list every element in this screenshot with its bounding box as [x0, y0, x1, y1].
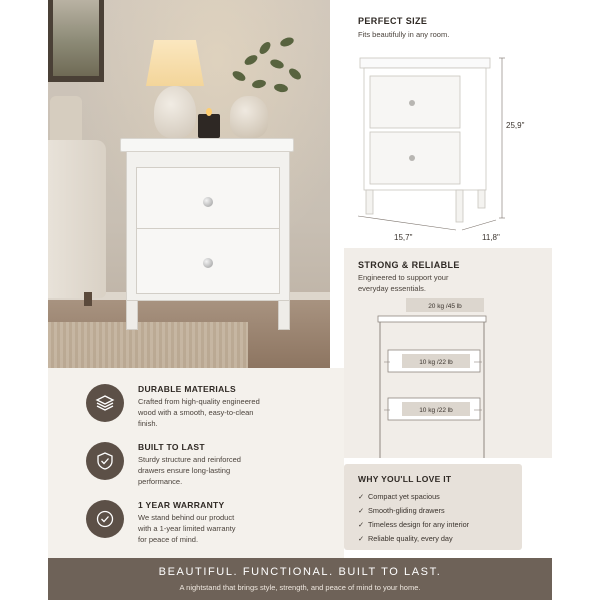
- diagram-top: [360, 58, 490, 68]
- banner-subtitle: A nightstand that brings style, strength, and peace of mind to your home.: [179, 583, 421, 592]
- feature-line: wood with a smooth, easy-to-clean: [138, 408, 254, 417]
- lamp-base: [154, 86, 196, 138]
- shield-check-icon: [86, 442, 124, 480]
- nightstand-leg: [126, 300, 138, 330]
- feature-line: We stand behind our product: [138, 513, 235, 522]
- check-icon: ✓: [358, 520, 365, 529]
- candle-flame: [206, 108, 212, 116]
- diagram-knob: [409, 155, 415, 161]
- feature-description: [138, 512, 306, 545]
- feature-line: with a 1-year limited warranty: [138, 524, 236, 533]
- depth-label: 11,8": [482, 233, 500, 242]
- width-dimension-line: [358, 216, 456, 230]
- strength-title: STRONG & RELIABLE: [358, 260, 460, 270]
- drawer-knob: [203, 258, 213, 268]
- plant-vase: [230, 96, 268, 138]
- diagram-leg: [366, 190, 373, 214]
- height-label: 25,9": [506, 121, 525, 130]
- feature-description: [138, 396, 306, 429]
- feature-title: 1 YEAR WARRANTY: [138, 500, 225, 510]
- layers-icon: [86, 384, 124, 422]
- size-subtitle: Fits beautifully in any room.: [358, 30, 450, 39]
- feature-title: DURABLE MATERIALS: [138, 384, 236, 394]
- feature-line: drawers ensure long-lasting: [138, 466, 231, 475]
- wall-art-frame: [48, 0, 104, 82]
- diagram-leg: [456, 190, 463, 222]
- check-icon: ✓: [358, 492, 365, 501]
- drawer1-load-label: 10 kg /22 lb: [419, 359, 453, 366]
- nightstand-top: [120, 138, 294, 152]
- diagram-drawer-top: [370, 76, 460, 128]
- feature-line: Sturdy structure and reinforced: [138, 455, 241, 464]
- features-panel: [48, 368, 344, 558]
- sofa: [48, 140, 106, 298]
- why-item-label: Smooth-gliding drawers: [368, 506, 445, 515]
- checkmark-circle-icon: [86, 500, 124, 538]
- load-top: [378, 316, 486, 322]
- width-label: 15,7": [394, 233, 413, 242]
- drawer-knob: [203, 197, 213, 207]
- why-item-label: Compact yet spacious: [368, 492, 440, 501]
- why-panel: [344, 464, 522, 550]
- why-item: [358, 534, 453, 543]
- feature-warranty: [48, 500, 344, 558]
- dimension-diagram: [344, 48, 552, 244]
- why-item-label: Timeless design for any interior: [368, 520, 470, 529]
- why-title: WHY YOU'LL LOVE IT: [358, 474, 452, 484]
- feature-description: [138, 454, 306, 487]
- feature-line: finish.: [138, 419, 158, 428]
- load-diagram: [344, 290, 552, 460]
- woven-rug: [48, 322, 248, 368]
- feature-durable-materials: [48, 384, 344, 442]
- feature-line: Crafted from high-quality engineered: [138, 397, 260, 406]
- feature-built-to-last: [48, 442, 344, 500]
- feature-line: performance.: [138, 477, 183, 486]
- why-item: [358, 520, 469, 529]
- nightstand-body: [126, 151, 290, 301]
- top-load-label: 20 kg /45 lb: [428, 303, 462, 310]
- diagram-knob: [409, 100, 415, 106]
- strength-subtitle-1: Engineered to support your: [358, 273, 449, 282]
- banner-title: BEAUTIFUL. FUNCTIONAL. BUILT TO LAST.: [158, 566, 442, 578]
- depth-dimension-line: [462, 220, 496, 230]
- lamp-shade: [146, 40, 204, 86]
- strength-subtitle-2: everyday essentials.: [358, 284, 426, 293]
- drawer2-load-label: 10 kg /22 lb: [419, 407, 453, 414]
- lifestyle-photo: [48, 0, 330, 368]
- footer-banner: [48, 558, 552, 600]
- nightstand-drawer-top: [136, 167, 280, 233]
- feature-line: for peace of mind.: [138, 535, 199, 544]
- why-item: [358, 492, 440, 501]
- sofa-leg: [84, 292, 92, 306]
- landscape-painting: [53, 0, 99, 76]
- size-title: PERFECT SIZE: [358, 16, 428, 26]
- why-item: [358, 506, 445, 515]
- candle: [198, 114, 220, 138]
- nightstand-drawer-bottom: [136, 228, 280, 294]
- check-icon: ✓: [358, 506, 365, 515]
- feature-title: BUILT TO LAST: [138, 442, 205, 452]
- diagram-leg: [478, 190, 485, 208]
- nightstand-leg: [278, 300, 290, 330]
- check-icon: ✓: [358, 534, 365, 543]
- why-item-label: Reliable quality, every day: [368, 534, 453, 543]
